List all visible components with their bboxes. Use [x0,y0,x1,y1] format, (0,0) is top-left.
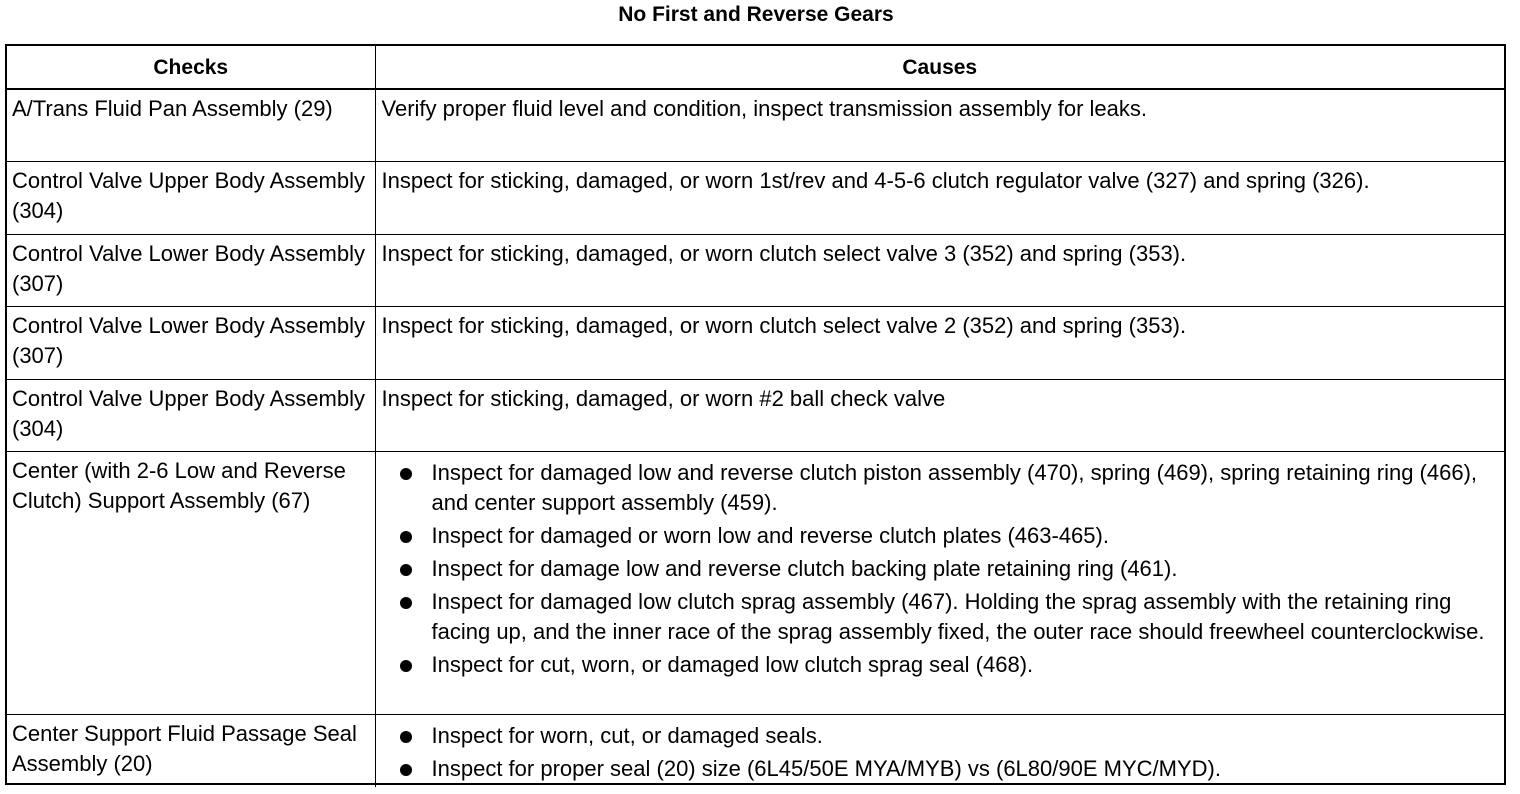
cause-cell: Verify proper fluid level and condition, inspect transmission assembly for leaks. [375,89,1504,161]
table-row [7,379,1504,451]
cause-cell [375,714,1504,787]
table-row [7,89,1504,161]
list-item [382,754,1499,784]
bullet-icon [400,764,412,776]
bullet-icon [400,564,412,576]
cause-cell: Inspect for sticking, damaged, or worn #2 ball check valve [375,379,1504,451]
check-cell: Control Valve Upper Body Assembly (304) [7,161,375,234]
bullet-icon [400,597,412,609]
cause-bullet-list [382,721,1499,784]
list-item [382,521,1499,551]
table-row [7,306,1504,379]
check-cell: Control Valve Lower Body Assembly (307) [7,306,375,379]
cause-cell: Inspect for sticking, damaged, or worn 1st/rev and 4-5-6 clutch regulator valve (327) and spring (326). [375,161,1504,234]
list-item [382,458,1499,518]
bullet-text: Inspect for worn, cut, or damaged seals. [431,722,823,748]
diagnosis-table-container [5,44,1506,785]
bullet-icon [400,660,412,672]
table-row [7,714,1504,787]
bullet-text: Inspect for damaged or worn low and reverse clutch plates (463-465). [431,522,1109,548]
cause-cell: Inspect for sticking, damaged, or worn clutch select valve 2 (352) and spring (353). [375,306,1504,379]
bullet-text: Inspect for proper seal (20) size (6L45/50E MYA/MYB) vs (6L80/90E MYC/MYD). [431,755,1221,781]
list-item [382,650,1499,680]
bullet-icon [400,731,412,743]
check-cell: A/Trans Fluid Pan Assembly (29) [7,89,375,161]
column-header-causes: Causes [375,46,1504,89]
table-row [7,234,1504,306]
check-cell: Center Support Fluid Passage Seal Assembly (20) [7,714,375,787]
list-item [382,721,1499,751]
bullet-icon [400,531,412,543]
bullet-text: Inspect for cut, worn, or damaged low clutch sprag seal (468). [431,651,1034,677]
page-title: No First and Reverse Gears [618,3,894,26]
check-cell: Control Valve Upper Body Assembly (304) [7,379,375,451]
cause-cell [375,451,1504,714]
column-header-checks: Checks [7,46,375,89]
bullet-icon [400,468,412,480]
table-header-row [7,46,1504,89]
list-item [382,554,1499,584]
diagnosis-table [7,46,1504,787]
list-item [382,587,1499,647]
cause-cell: Inspect for sticking, damaged, or worn clutch select valve 3 (352) and spring (353). [375,234,1504,306]
table-row [7,161,1504,234]
bullet-text: Inspect for damaged low clutch sprag assembly (467). Holding the sprag assembly with the retaining ring facing up, and the inner race of the sprag assembly fixed, the outer race should freewheel counterclockwise. [431,588,1485,644]
cause-bullet-list [382,458,1499,680]
table-row [7,451,1504,714]
bullet-text: Inspect for damaged low and reverse clutch piston assembly (470), spring (469), spring retaining ring (466), and center support assembly (459). [431,459,1478,515]
check-cell: Center (with 2-6 Low and Reverse Clutch) Support Assembly (67) [7,451,375,714]
check-cell: Control Valve Lower Body Assembly (307) [7,234,375,306]
bullet-text: Inspect for damage low and reverse clutch backing plate retaining ring (461). [431,555,1178,581]
